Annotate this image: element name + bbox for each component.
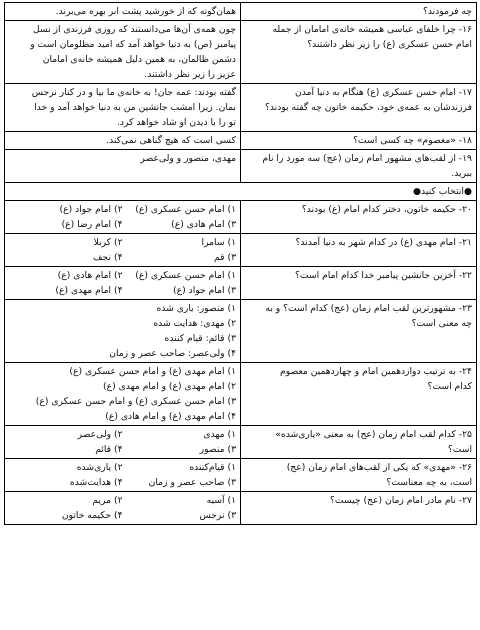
option-item[interactable]: ۳) امام هادی (ع) <box>171 219 236 230</box>
option-item[interactable]: ۳) صاحب عصر و زمان <box>148 477 236 488</box>
option-item[interactable]: ۴) امام مهدی (ع) <box>55 285 123 296</box>
option-group <box>9 427 236 457</box>
option-item[interactable]: ۱) مهدی <box>203 429 236 440</box>
answer-cell <box>5 21 241 84</box>
text-line: ۲۶- «مهدی» که یکی از لقب‌های امام زمان (عج) <box>286 462 472 473</box>
option-group <box>9 364 236 424</box>
option-item[interactable]: ۳) منصور <box>199 444 236 455</box>
section-title: ●انتخاب کنید● <box>5 183 477 201</box>
option-item[interactable]: ۱) آسیه <box>206 495 236 506</box>
text-line: ۲۴- به ترتیب دوازدهمین امام و چهاردهمین معصوم <box>280 366 472 377</box>
option-item[interactable]: ۴) هدایت‌شده <box>69 477 123 488</box>
mc-options-cell <box>5 201 241 234</box>
text-line: گفته بودند: عمه جان! به خانه‌ی ما بیا و در کنار نرجس <box>31 87 236 98</box>
text-line: کسی است که هیچ گناهی نمی‌کند. <box>106 135 236 146</box>
text-line: مهدی، منصور و ولی‌عصر <box>140 153 236 164</box>
option-item[interactable]: ۲) مهدی: هدایت شده <box>153 318 236 329</box>
mc-question-cell <box>241 267 477 300</box>
option-group <box>9 460 236 490</box>
answer-cell <box>5 150 241 183</box>
option-item[interactable]: ۴) ولی‌عصر: صاحب عصر و زمان <box>109 348 236 359</box>
option-item[interactable]: ۳) قائم: قیام کننده <box>164 333 236 344</box>
mc-options-cell <box>5 300 241 363</box>
option-item[interactable]: ۳) امام جواد (ع) <box>173 285 236 296</box>
qa-row <box>5 21 477 84</box>
text-line: چه فرمودند؟ <box>422 6 472 17</box>
mc-options-cell <box>5 426 241 459</box>
qa-row <box>5 3 477 21</box>
option-group <box>9 301 236 361</box>
option-item[interactable]: ۴) حکیمه خاتون <box>61 510 123 521</box>
option-item[interactable]: ۲) امام هادی (ع) <box>57 270 123 281</box>
text-line: است، به چه معناست؟ <box>386 477 472 488</box>
answer-cell <box>5 132 241 150</box>
question-table <box>4 2 477 525</box>
mc-question-cell <box>241 300 477 363</box>
text-line: ۲۷- نام مادر امام زمان (عج) چیست؟ <box>330 495 472 506</box>
mc-row <box>5 459 477 492</box>
mc-options-cell <box>5 459 241 492</box>
option-item[interactable]: ۱) امام مهدی (ع) و امام حسن عسکری (ع) <box>69 366 236 377</box>
text-line: چه معنی است؟ <box>411 318 472 329</box>
option-item[interactable]: ۱) قیام‌کننده <box>189 462 236 473</box>
text-line: ببرید. <box>451 168 472 179</box>
option-item[interactable]: ۲) امام مهدی (ع) و امام مهدی (ع) <box>103 381 236 392</box>
option-item[interactable]: ۱) منصور: یاری شده <box>156 303 236 314</box>
text-line: پیامبر (ص) به دنیا خواهد آمد که امید مظلومان است و <box>30 39 236 50</box>
qa-row <box>5 84 477 132</box>
question-cell <box>241 21 477 84</box>
text-line: ۲۲- آخرین جانشین پیامبر خدا کدام امام است؟ <box>295 270 472 281</box>
option-group <box>9 202 236 232</box>
text-line: بمان. زیرا امشب جانشین من به دنیا خواهد آمد و خدا <box>34 102 236 113</box>
text-line: ۱۹- از لقب‌های مشهور امام زمان (عج) سه مورد را نام <box>262 153 472 164</box>
option-item[interactable]: ۲) ولی‌عصر <box>77 429 123 440</box>
mc-question-cell <box>241 234 477 267</box>
text-line: فرزندشان به عمه‌ی خود، حکیمه خاتون چه گفته بودند؟ <box>264 102 472 113</box>
text-line: تو را با دیدن او شاد خواهد کرد. <box>117 117 236 128</box>
option-item[interactable]: ۲) امام جواد (ع) <box>59 204 123 215</box>
text-line: ۲۱- امام مهدی (ع) در کدام شهر به دنیا آمدند؟ <box>295 237 472 248</box>
answer-cell <box>5 84 241 132</box>
text-line: همان‌گونه که از خورشید پشت ابر بهره می‌برند. <box>55 6 236 17</box>
option-item[interactable]: ۴) نجف <box>93 252 123 263</box>
mc-question-cell <box>241 459 477 492</box>
option-group <box>9 493 236 523</box>
option-group <box>9 268 236 298</box>
qa-row <box>5 132 477 150</box>
question-cell <box>241 84 477 132</box>
mc-row <box>5 363 477 426</box>
option-item[interactable]: ۲) کربلا <box>93 237 123 248</box>
mc-options-cell <box>5 492 241 525</box>
mc-row <box>5 201 477 234</box>
mc-question-cell <box>241 426 477 459</box>
option-item[interactable]: ۱) سامرا <box>201 237 236 248</box>
option-item[interactable]: ۴) قائم <box>95 444 123 455</box>
option-item[interactable]: ۳) قم <box>214 252 236 263</box>
mc-options-cell <box>5 363 241 426</box>
mc-question-cell <box>241 492 477 525</box>
option-item[interactable]: ۲) یاری‌شده <box>76 462 123 473</box>
mc-options-cell <box>5 267 241 300</box>
mc-row <box>5 267 477 300</box>
mc-row <box>5 234 477 267</box>
option-item[interactable]: ۴) امام مهدی (ع) و امام هادی (ع) <box>105 411 236 422</box>
text-line: کدام است؟ <box>427 381 472 392</box>
option-item[interactable]: ۱) امام حسن عسکری (ع) <box>135 270 236 281</box>
text-line: ۱۷- امام حسن عسکری (ع) هنگام به دنیا آمدن <box>295 87 472 98</box>
text-line: امام حسن عسکری (ع) را زیر نظر داشتند؟ <box>307 39 472 50</box>
text-line: است؟ <box>447 444 472 455</box>
option-item[interactable]: ۳) نرجس <box>199 510 236 521</box>
mc-question-cell <box>241 363 477 426</box>
text-line: ۲۰- حکیمه خاتون، دختر کدام امام (ع) بودند؟ <box>301 204 472 215</box>
option-item[interactable]: ۴) امام رضا (ع) <box>61 219 123 230</box>
question-cell <box>241 150 477 183</box>
text-line: ۲۵- کدام لقب امام زمان (عج) به معنی «یاری‌شده» <box>275 429 472 440</box>
mc-row <box>5 492 477 525</box>
option-group <box>9 235 236 265</box>
mc-row <box>5 300 477 363</box>
text-line: عزیز را زیر نظر داشتند. <box>144 69 236 80</box>
text-line: چون همه‌ی آن‌ها می‌دانستند که روزی فرزندی از نسل <box>32 24 236 35</box>
qa-row <box>5 150 477 183</box>
question-cell <box>241 132 477 150</box>
option-item[interactable]: ۱) امام حسن عسکری (ع) <box>135 204 236 215</box>
option-item[interactable]: ۳) امام حسن عسکری (ع) و امام حسن عسکری (ع) <box>35 396 236 407</box>
section-row <box>5 183 477 201</box>
mc-row <box>5 426 477 459</box>
text-line: ۱۶- چرا خلفای عباسی همیشه خانه‌ی امامان از جمله <box>272 24 472 35</box>
mc-options-cell <box>5 234 241 267</box>
answer-cell <box>5 3 241 21</box>
text-line: دشمن ظالمان، به همین دلیل همیشه خانه‌ی امامان <box>42 54 236 65</box>
text-line: ۱۸- «معصوم» چه کسی است؟ <box>353 135 472 146</box>
question-cell <box>241 3 477 21</box>
option-item[interactable]: ۲) مریم <box>92 495 123 506</box>
text-line: ۲۳- مشهورترین لقب امام زمان (عج) کدام است؟ و به <box>265 303 472 314</box>
mc-question-cell <box>241 201 477 234</box>
